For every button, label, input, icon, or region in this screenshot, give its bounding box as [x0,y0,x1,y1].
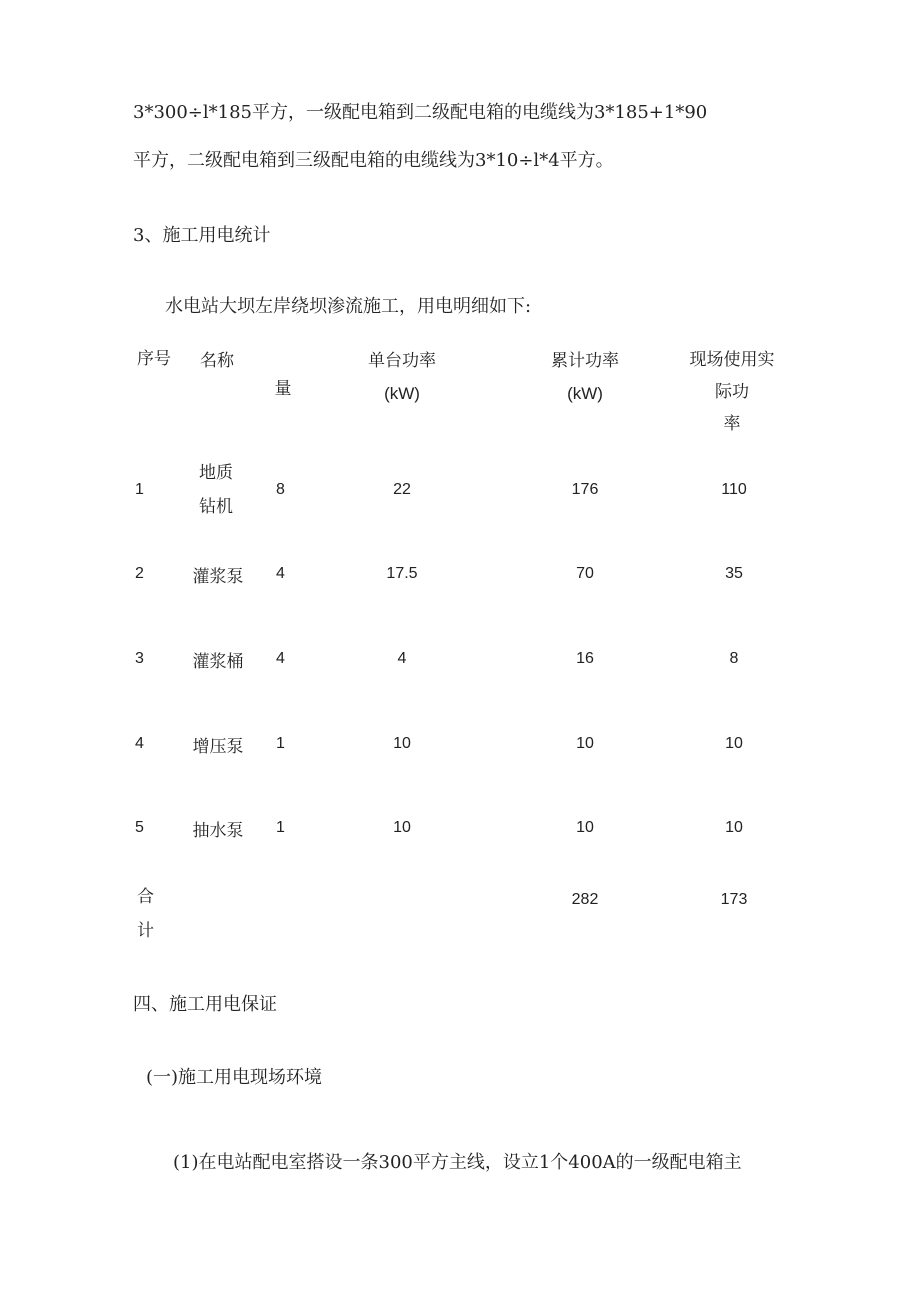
cell-unit-power: 22 [393,481,411,498]
cell-total-power: 10 [576,735,594,752]
cell-seq: 3 [135,650,144,667]
header-seq: 序号 [137,349,171,369]
total-label-cont: 计 [137,921,154,941]
header-actual-power-3: 率 [723,414,741,434]
header-total-power: 累计功率 [551,351,619,371]
header-unit-power-unit: (kW) [384,384,420,403]
paragraph-line-2: 平方，二级配电箱到三级配电箱的电缆线为3*10÷l*4平方。 [133,150,614,171]
cell-name: 地质 [199,463,233,483]
cell-total-power: 176 [571,481,599,498]
cell-unit-power: 10 [393,819,411,836]
total-power-sum: 282 [571,891,599,908]
cell-name: 灌浆桶 [192,652,244,672]
cell-name: 抽水泵 [192,821,244,841]
cell-actual-power: 10 [725,819,743,836]
cell-unit-power: 10 [393,735,411,752]
cell-qty: 1 [276,735,285,752]
cell-seq: 2 [135,565,144,582]
header-qty: 量 [274,379,292,399]
header-total-power-unit: (kW) [567,384,603,403]
cell-name-cont: 钻机 [199,497,233,517]
cell-actual-power: 110 [721,481,747,498]
table-intro: 水电站大坝左岸绕坝渗流施工，用电明细如下: [165,296,532,317]
subsection-heading: (一)施工用电现场环境 [146,1067,323,1088]
cell-seq: 1 [135,481,144,498]
paragraph-item-1: (1)在电站配电室搭设一条300平方主线，设立1个400A的一级配电箱主 [173,1152,742,1173]
cell-name: 增压泵 [192,737,244,757]
cell-qty: 4 [276,565,285,582]
header-actual-power-1: 现场使用实 [689,350,775,370]
cell-total-power: 16 [576,650,594,667]
cell-total-power: 10 [576,819,594,836]
cell-qty: 1 [276,819,285,836]
cell-qty: 8 [276,481,285,498]
cell-name: 灌浆泵 [192,567,244,587]
header-unit-power: 单台功率 [368,351,436,371]
cell-qty: 4 [276,650,285,667]
total-label: 合 [137,887,154,907]
section-heading-4: 四、施工用电保证 [133,994,277,1015]
header-actual-power-2: 际功 [715,382,749,402]
actual-power-sum: 173 [720,891,748,908]
cell-actual-power: 8 [729,650,739,667]
paragraph-line-1: 3*300÷l*185平方，一级配电箱到二级配电箱的电缆线为3*185+1*90 [133,102,708,123]
section-heading-3: 3、施工用电统计 [133,225,271,246]
cell-actual-power: 35 [725,565,743,582]
cell-unit-power: 17.5 [386,565,418,582]
cell-actual-power: 10 [725,735,743,752]
header-name: 名称 [200,351,234,371]
cell-seq: 4 [135,735,144,752]
cell-seq: 5 [135,819,144,836]
cell-unit-power: 4 [397,650,407,667]
cell-total-power: 70 [576,565,594,582]
